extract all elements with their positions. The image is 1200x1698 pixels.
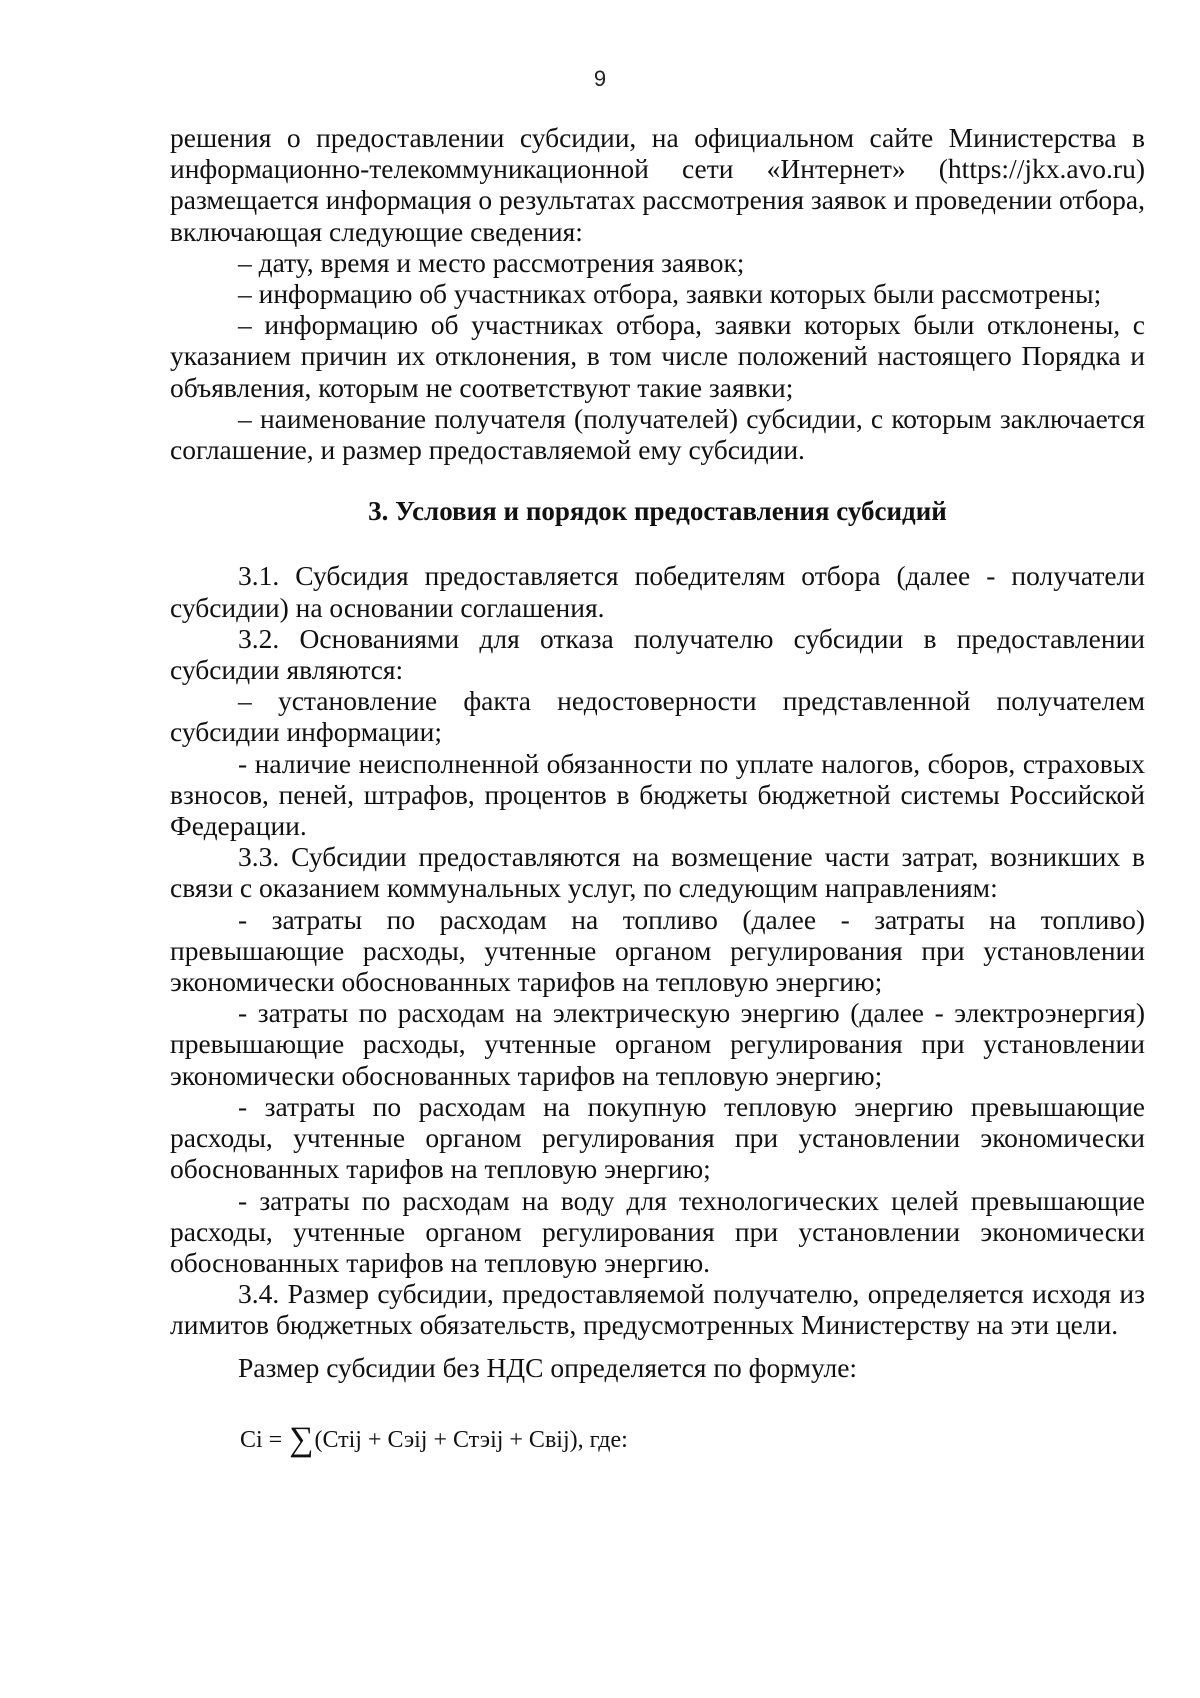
section-heading: 3. Условия и порядок предоставления субсидий	[368, 496, 947, 527]
clause-3-2: 3.2. Основаниями для отказа получателю субсидии в предоставлении субсидии являются:	[170, 622, 1145, 686]
document-body	[170, 122, 1146, 1458]
intro-paragraph: решения о предоставлении субсидии, на официальном сайте Министерства в информационно-телекоммуникационной сети «Интернет» (https://jkx.avo.ru) размещается информация о результатах рассмотрения заявок и проведении отбора, включающая следующие сведения:	[170, 122, 1146, 247]
formula-body: (Стij + Сэij + Стэij + Свij), где:	[314, 1426, 628, 1453]
clause-3-2-item-1: – установление факта недостоверности представленной получателем субсидии информации;	[170, 685, 1145, 748]
formula-sigma-symbol: ∑	[289, 1420, 314, 1458]
page-number: 9	[593, 66, 607, 91]
intro-item-4: – наименование получателя (получателей) субсидии, с которым заключается соглашение, и размер предоставляемой ему субсидии.	[170, 402, 1145, 466]
clause-3-3-item-1: - затраты по расходам на топливо (далее - затраты на топливо) превышающие расходы, учтенные органом регулирования при установлении экономически обоснованных тарифов на тепловую энергию;	[170, 903, 1145, 998]
clause-3-3-item-2: - затраты по расходам на электрическую энергию (далее - электроэнергия) превышающие расходы, учтенные органом регулирования при установлении экономически обоснованных тарифов на тепловую энергию;	[170, 997, 1145, 1091]
intro-item-3: – информацию об участниках отбора, заявки которых были отклонены, с указанием причин их отклонения, в том числе положений настоящего Порядка и объявления, которым не соответствуют такие заявки;	[170, 309, 1145, 403]
subsidy-formula	[240, 1420, 1145, 1458]
intro-item-2: – информацию об участниках отбора, заявки которых были рассмотрены;	[238, 278, 1102, 310]
formula-lhs: Ci =	[240, 1426, 283, 1453]
clause-3-1: 3.1. Субсидия предоставляется победителям отбора (далее - получатели субсидии) на основании соглашения.	[170, 560, 1145, 623]
intro-item-1: – дату, время и место рассмотрения заявок;	[238, 246, 745, 278]
clause-3-2-item-2: - наличие неисполненной обязанности по уплате налогов, сборов, страховых взносов, пеней, штрафов, процентов в бюджеты бюджетной системы Российской Федерации.	[170, 747, 1145, 842]
clause-3-3: 3.3. Субсидии предоставляются на возмещение части затрат, возникших в связи с оказанием коммунальных услуг, по следующим направлениям:	[170, 841, 1145, 904]
clause-3-3-item-3: - затраты по расходам на покупную тепловую энергию превышающие расходы, учтенные органом регулирования при установлении экономически обоснованных тарифов на тепловую энергию;	[170, 1090, 1145, 1185]
clause-3-4: 3.4. Размер субсидии, предоставляемой получателю, определяется исходя из лимитов бюджетных обязательств, предусмотренных Министерству на эти цели.	[170, 1278, 1145, 1341]
clause-3-3-item-4: - затраты по расходам на воду для технологических целей превышающие расходы, учтенные органом регулирования при установлении экономически обоснованных тарифов на тепловую энергию.	[170, 1184, 1145, 1278]
formula-intro: Размер субсидии без НДС определяется по формуле:	[238, 1351, 858, 1383]
